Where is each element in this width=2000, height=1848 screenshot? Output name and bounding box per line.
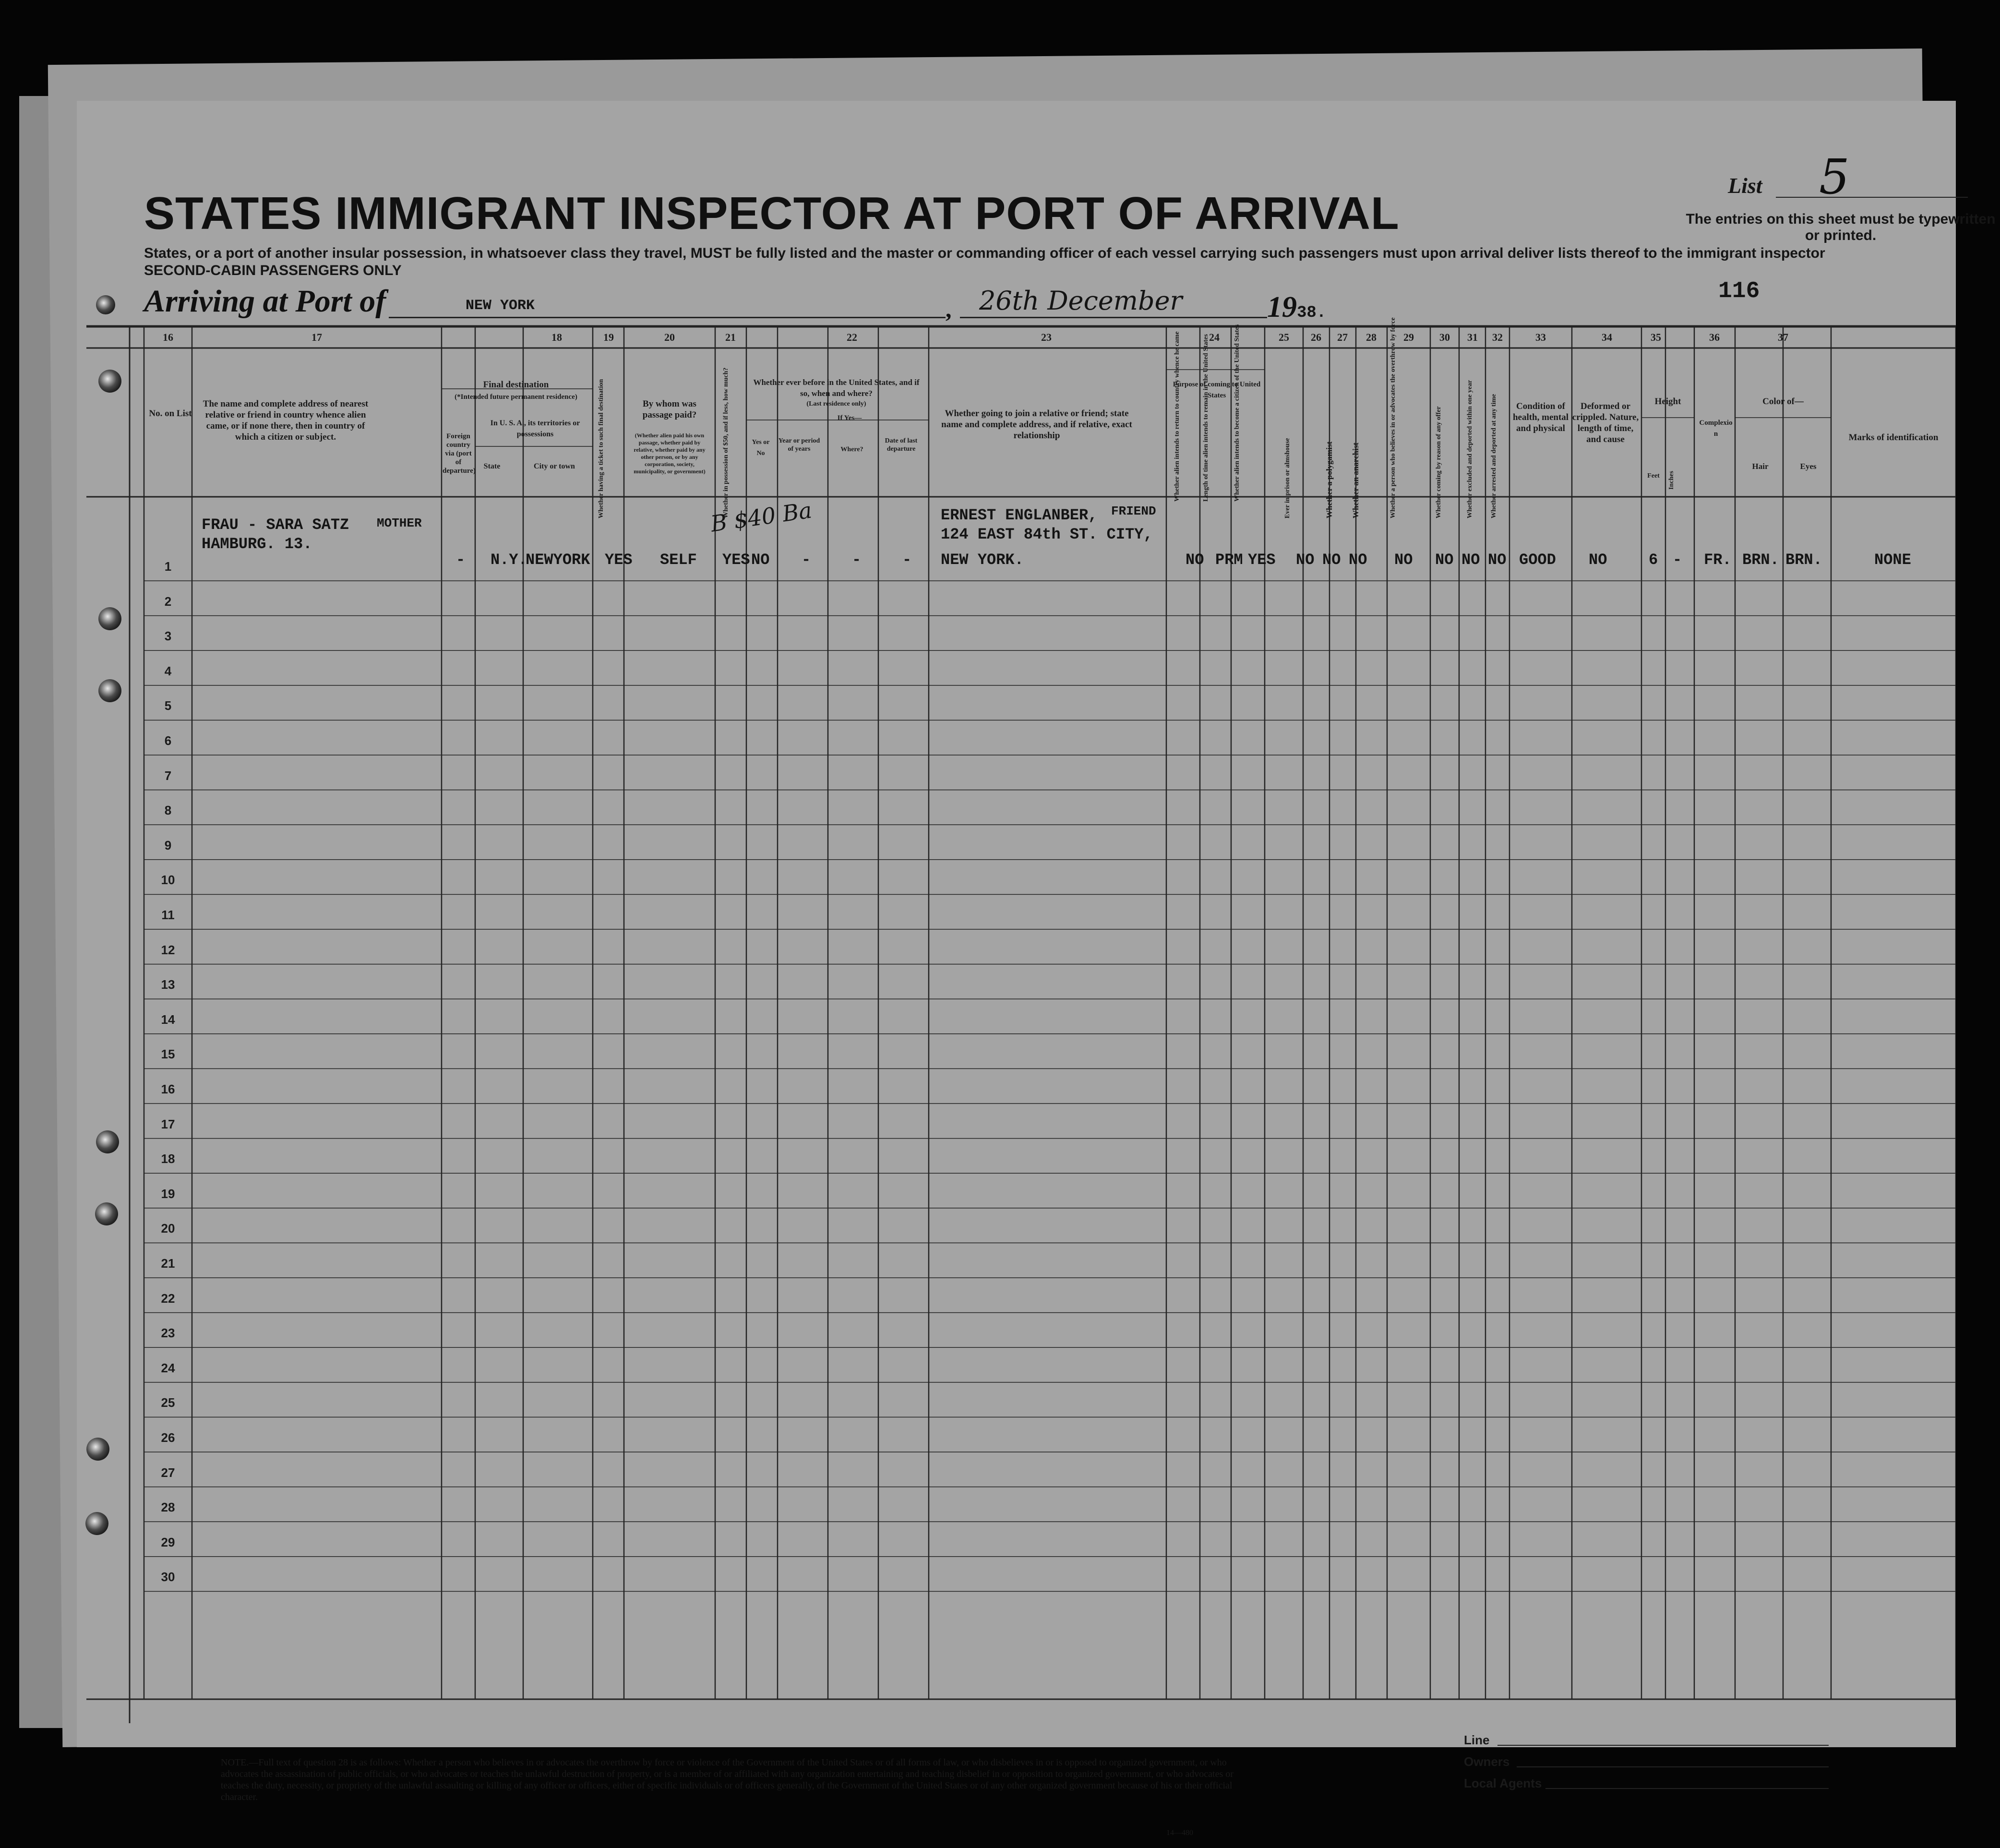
footer-line-label: Line xyxy=(1464,1733,1490,1747)
column-number: 27 xyxy=(1337,331,1348,343)
entry-ticket: YES xyxy=(605,551,633,569)
row-number: 15 xyxy=(161,1047,175,1062)
punch-hole xyxy=(96,295,115,314)
footer-agents-label: Local Agents xyxy=(1464,1776,1542,1790)
footer-owners-label: Owners xyxy=(1464,1754,1510,1769)
header-possession-50: Whether in possession of $50, and if less, how much? xyxy=(722,367,730,518)
punch-hole xyxy=(85,1512,108,1535)
header-passage-paid-sub: (Whether alien paid his own passage, whether paid by relative, whether paid by any other person, or by any corporation, society, municipality, or government) xyxy=(634,432,706,475)
entry-join-city: NEW YORK. xyxy=(941,551,1024,569)
header-in-usa: In U. S. A., its territories or possessions xyxy=(490,419,580,438)
entry-prison: NO xyxy=(1296,551,1315,569)
header-feet: Feet xyxy=(1647,472,1660,480)
header-citizen: Whether alien intends to become a citizen of the United States xyxy=(1234,324,1241,502)
row-number: 27 xyxy=(161,1465,175,1480)
subtitle-line-1: States, or a port of another insular possession, in whatsoever class they travel, MUST be fully listed and the master or commanding officer of each vessel carrying such passengers must upon arrival deliver lists thereof to the immigrant inspector xyxy=(144,245,1825,261)
row-number: 9 xyxy=(164,838,172,852)
entry-paid-by: SELF xyxy=(660,551,697,569)
entry-departure: - xyxy=(902,551,912,569)
header-passage-paid: By whom was passage paid? xyxy=(642,399,697,420)
entry-hair: BRN. xyxy=(1742,551,1779,569)
row-number: 28 xyxy=(161,1500,175,1515)
year-prefix xyxy=(1267,290,1326,324)
comma-separator: , xyxy=(946,296,952,323)
list-number: 5 xyxy=(1819,149,1850,205)
header-height: Height xyxy=(1654,396,1681,407)
entry-citizen: YES xyxy=(1248,551,1276,569)
header-no-on-list: No. on List xyxy=(149,408,192,419)
page-subtitle xyxy=(144,245,1825,279)
header-ticket: Whether having a ticket to such final destination xyxy=(598,379,605,518)
header-before-us-sub: (Last residence only) xyxy=(806,400,866,408)
header-anarchist: Whether an anarchist xyxy=(1351,442,1360,518)
entry-join-address: 124 EAST 84th ST. CITY, xyxy=(941,526,1153,543)
header-eyes: Eyes xyxy=(1800,462,1817,471)
port-value: NEW YORK xyxy=(466,298,535,314)
footer-note: NOTE.—Full text of question 28 is as follows: Whether a person who believes in or advocates the overthrow by force or violence of the Government of the United States or of all forms of law, or who disbelieves in or is opposed to organized government, or who advocates the assassination of public officials, or who advocates or teaches the unlawful destruction of property, or is a member of or affiliated with any organization entertaining and teaching disbelief in or opposition to organized government, or who advocates or teaches the duty, necessity, or propriety of the unlawful assaulting or killing of any officer or officers, either of specific individuals or of officers generally, of the Government of the United States or of any other organized government because of his or their official character. xyxy=(221,1757,1234,1802)
column-number: 23 xyxy=(1041,331,1052,343)
year-printed: 19 xyxy=(1267,291,1297,324)
row-number: 7 xyxy=(164,768,172,783)
header-nearest-relative: The name and complete address of nearest relative or friend in country whence alien came, or if none there, then in country of which a citizen or subject. xyxy=(203,399,369,442)
entry-feet: 6 xyxy=(1649,551,1658,569)
page-title: STATES IMMIGRANT INSPECTOR AT PORT OF ARRIVAL xyxy=(144,188,1400,239)
entry-polygamist: NO xyxy=(1322,551,1341,569)
header-city: City or town xyxy=(534,462,575,470)
row-number: 3 xyxy=(164,629,172,644)
column-number: 22 xyxy=(847,331,857,343)
header-prison: Ever in prison or almshouse xyxy=(1284,438,1291,518)
row-number: 21 xyxy=(161,1256,175,1271)
entry-eyes: BRN. xyxy=(1785,551,1822,569)
manifest-sheet xyxy=(77,101,1996,1837)
header-where: Where? xyxy=(840,446,863,453)
header-hair: Hair xyxy=(1752,462,1769,471)
entry-join-relationship: FRIEND xyxy=(1111,504,1156,518)
date-value: 26th December xyxy=(979,286,1183,316)
entry-marks: NONE xyxy=(1874,551,1911,569)
entry-money: YES xyxy=(722,551,750,569)
column-number: 26 xyxy=(1311,331,1321,343)
punch-hole xyxy=(95,1202,118,1225)
arriving-label: Arriving at Port of xyxy=(144,284,386,319)
entry-health: GOOD xyxy=(1519,551,1556,569)
entry-state: N.Y. xyxy=(491,551,527,569)
row-number: 10 xyxy=(161,873,175,888)
row-number: 12 xyxy=(161,942,175,957)
entry-relationship: MOTHER xyxy=(377,516,422,530)
column-number: 35 xyxy=(1651,331,1661,343)
row-number: 24 xyxy=(161,1360,175,1375)
header-color-of: Color of— xyxy=(1762,396,1804,407)
header-inches: Inches xyxy=(1668,471,1675,490)
row-number: 4 xyxy=(164,663,172,678)
row-number: 22 xyxy=(161,1291,175,1306)
column-number: 29 xyxy=(1403,331,1414,343)
column-number: 25 xyxy=(1279,331,1289,343)
date-underline xyxy=(960,317,1267,318)
column-number: 30 xyxy=(1439,331,1450,343)
column-number: 16 xyxy=(163,331,173,343)
punch-hole xyxy=(96,1130,119,1153)
entry-city: NEWYORK xyxy=(526,551,590,569)
year-typed: 38. xyxy=(1297,304,1327,322)
column-number: 19 xyxy=(603,331,614,343)
header-marks: Marks of identification xyxy=(1848,432,1939,443)
row-number: 1 xyxy=(164,559,172,574)
header-final-destination-sub: (*Intended future permanent residence) xyxy=(455,393,577,401)
footer-line-underline xyxy=(1497,1745,1829,1746)
entry-excluded: NO xyxy=(1461,551,1480,569)
header-overthrow: Whether a person who believes in or advocates the overthrow by force xyxy=(1389,317,1397,518)
entry-anarchist: NO xyxy=(1349,551,1367,569)
header-yes-or-no: Yes or No xyxy=(752,439,770,457)
entry-complexion: FR. xyxy=(1704,551,1732,569)
table-grid xyxy=(77,101,1956,1747)
entry-return: NO xyxy=(1186,551,1204,569)
row-number: 17 xyxy=(161,1116,175,1131)
entry-offer: NO xyxy=(1435,551,1454,569)
list-underline xyxy=(1776,197,1968,198)
column-number: 36 xyxy=(1709,331,1720,343)
row-number: 25 xyxy=(161,1395,175,1410)
header-length: Length of time alien intends to remain in the United States xyxy=(1202,334,1210,502)
column-number: 37 xyxy=(1778,331,1788,343)
column-number: 17 xyxy=(311,331,322,343)
row-number: 6 xyxy=(164,733,172,748)
column-number: 33 xyxy=(1535,331,1546,343)
entry-relative-address: HAMBURG. 13. xyxy=(202,535,312,553)
list-label: List xyxy=(1728,173,1762,198)
header-complexion: Complexion xyxy=(1699,419,1733,438)
row-number: 8 xyxy=(164,803,172,818)
header-foreign-country: Foreign country via (port of departure) xyxy=(443,432,476,475)
subtitle-line-2: SECOND-CABIN PASSENGERS ONLY xyxy=(144,263,402,278)
row-number: 11 xyxy=(161,908,175,922)
header-date-departure: Date of last departure xyxy=(885,437,918,453)
entry-foreign-via: - xyxy=(456,551,466,569)
entry-years: - xyxy=(802,551,811,569)
row-number: 14 xyxy=(161,1012,175,1027)
entry-relative-name: FRAU - SARA SATZ xyxy=(202,516,349,534)
row-number: 5 xyxy=(164,698,172,713)
sheet-instruction: The entries on this sheet must be typewritten or printed. xyxy=(1686,211,1996,243)
entry-length: PRM xyxy=(1215,551,1243,569)
column-number: 28 xyxy=(1366,331,1377,343)
header-year-period: Year or period of years xyxy=(778,437,820,453)
row-number: 30 xyxy=(161,1570,175,1584)
row-number: 19 xyxy=(161,1186,175,1201)
row-number: 2 xyxy=(164,594,172,609)
header-purpose: Purpose of coming to United States xyxy=(1173,381,1261,399)
header-going-to-join: Whether going to join a relative or friend; state name and complete address, and if relative, exact relationship xyxy=(941,408,1132,441)
port-underline xyxy=(389,317,946,318)
entry-where: - xyxy=(852,551,862,569)
column-number: 20 xyxy=(664,331,675,343)
column-number: 32 xyxy=(1492,331,1503,343)
header-final-destination: Final destination xyxy=(483,380,549,390)
entry-deformed: NO xyxy=(1589,551,1607,569)
row-number: 23 xyxy=(161,1326,175,1341)
entry-join-name: ERNEST ENGLANBER, xyxy=(941,506,1098,524)
row-number: 16 xyxy=(161,1082,175,1096)
column-number: 24 xyxy=(1209,331,1220,343)
header-if-yes: If Yes— xyxy=(837,414,862,422)
entry-overthrow: NO xyxy=(1394,551,1413,569)
punch-hole xyxy=(98,679,121,702)
entry-deported: NO xyxy=(1488,551,1507,569)
header-health: Condition of health, mental and physical xyxy=(1512,401,1569,433)
footer-owners-underline xyxy=(1517,1766,1829,1767)
entry-before-us: NO xyxy=(751,551,770,569)
header-excluded: Whether excluded and deported within one year xyxy=(1466,380,1473,518)
header-state: State xyxy=(483,462,501,470)
column-number: 18 xyxy=(551,331,562,343)
punch-hole xyxy=(98,607,121,630)
header-offer: Whether coming by reason of any offer xyxy=(1435,406,1442,518)
punch-hole xyxy=(98,370,121,393)
header-before-us: Whether ever before in the United States, and if so, when and where? xyxy=(753,378,920,398)
footer-agents-underline xyxy=(1545,1788,1829,1789)
punch-hole xyxy=(86,1438,109,1461)
header-return: Whether alien intends to return to country whence he came xyxy=(1174,331,1181,502)
row-number: 26 xyxy=(161,1430,175,1445)
row-number: 29 xyxy=(161,1535,175,1549)
column-number: 34 xyxy=(1602,331,1612,343)
header-deformed: Deformed or crippled. Nature, length of time, and cause xyxy=(1572,401,1639,444)
row-number: 13 xyxy=(161,977,175,992)
entry-money-handwritten: B $40 Ba xyxy=(709,497,814,537)
page-number: 116 xyxy=(1718,278,1760,304)
form-number: 14—480 xyxy=(1166,1829,1193,1837)
column-number: 21 xyxy=(725,331,736,343)
column-number: 31 xyxy=(1467,331,1478,343)
header-polygamist: Whether a polygamist xyxy=(1325,441,1334,518)
row-number: 18 xyxy=(161,1152,175,1166)
entry-inches: - xyxy=(1673,551,1682,569)
header-deported: Whether arrested and deported at any time xyxy=(1490,394,1497,518)
row-number: 20 xyxy=(161,1221,175,1236)
